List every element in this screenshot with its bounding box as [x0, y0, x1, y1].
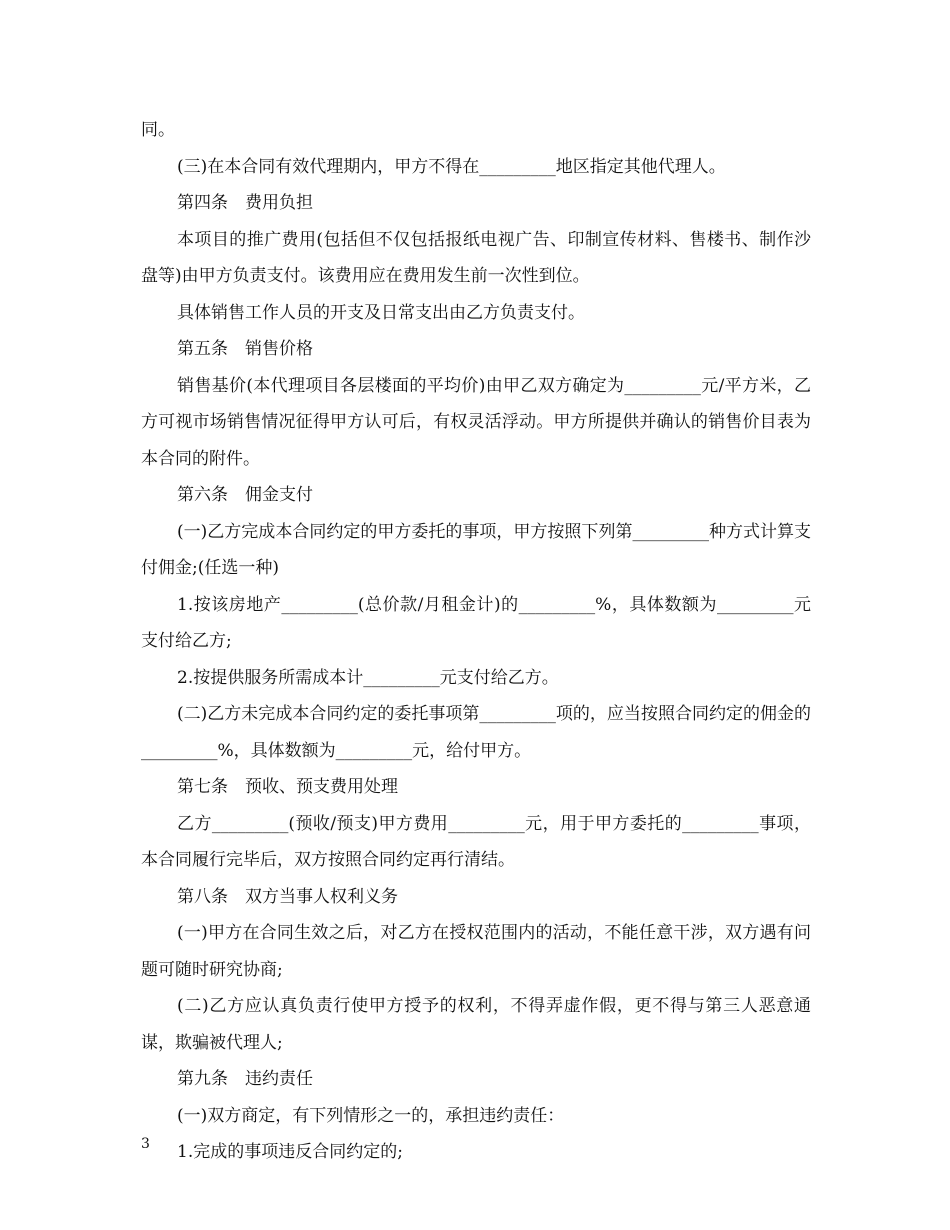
document-body	[141, 112, 811, 1171]
paragraph: 第九条 违约责任	[177, 1069, 313, 1089]
paragraph: (一)甲方在合同生效之后，对乙方在授权范围内的活动，不能任意干涉，双方遇有问题可随时研究协商;	[141, 923, 811, 980]
paragraph: (一)乙方完成本合同约定的甲方委托的事项，甲方按照下列第_________种方式计算支付佣金;(任选一种)	[141, 521, 811, 578]
paragraph: 1.完成的事项违反合同约定的;	[177, 1142, 403, 1162]
paragraph: 1.按该房地产_________(总价款/月租金计)的_________%，具体数额为_________元支付给乙方;	[141, 594, 811, 651]
paragraph: 第八条 双方当事人权利义务	[177, 886, 398, 907]
paragraph: 同。	[141, 120, 175, 140]
paragraph: 2.按提供服务所需成本计_________元支付给乙方。	[177, 667, 559, 688]
paragraph: 第五条 销售价格	[177, 339, 313, 359]
paragraph: 第六条 佣金支付	[177, 485, 313, 505]
paragraph: (三)在本合同有效代理期内，甲方不得在_________地区指定其他代理人。	[177, 156, 726, 177]
paragraph: (二)乙方应认真负责行使甲方授予的权利，不得弄虚作假，更不得与第三人恶意通谋，欺骗被代理人;	[141, 996, 811, 1053]
page-number: 3	[141, 1136, 150, 1152]
paragraph: (二)乙方未完成本合同约定的委托事项第_________项的，应当按照合同约定的佣金的_________%，具体数额为_________元，给付甲方。	[141, 704, 811, 761]
paragraph: (一)双方商定，有下列情形之一的，承担违约责任：	[177, 1105, 565, 1126]
paragraph: 销售基价(本代理项目各层楼面的平均价)由甲乙双方确定为_________元/平方米，乙方可视市场销售情况征得甲方认可后，有权灵活浮动。甲方所提供并确认的销售价目表为本合同的附件。	[141, 375, 811, 469]
paragraph: 具体销售工作人员的开支及日常支出由乙方负责支付。	[177, 302, 585, 323]
paragraph: 第四条 费用负担	[177, 193, 313, 213]
paragraph: 第七条 预收、预支费用处理	[177, 777, 398, 797]
paragraph: 乙方_________(预收/预支)甲方费用_________元，用于甲方委托的_________事项，本合同履行完毕后，双方按照合同约定再行清结。	[141, 813, 811, 870]
paragraph: 本项目的推广费用(包括但不仅包括报纸电视广告、印制宣传材料、售楼书、制作沙盘等)由甲方负责支付。该费用应在费用发生前一次性到位。	[141, 229, 811, 286]
